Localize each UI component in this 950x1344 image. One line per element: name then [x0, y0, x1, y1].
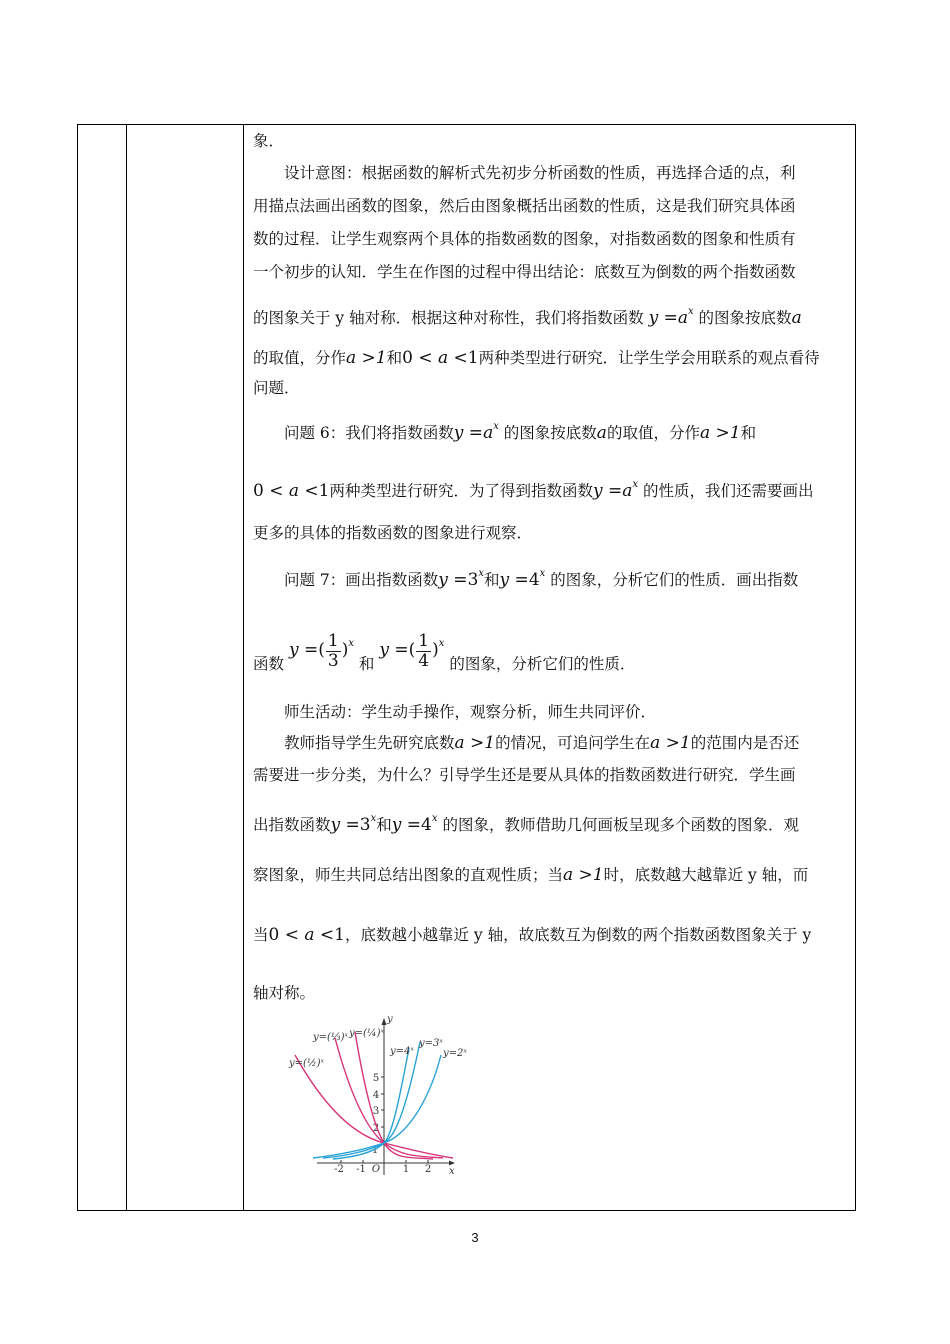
exponential-functions-graph	[283, 1010, 473, 1178]
x-axis-label: x	[449, 1166, 455, 1177]
text-segment: 问题 6：我们将指数函数	[284, 424, 454, 442]
text-segment: 和	[484, 571, 500, 589]
text-line	[253, 864, 808, 886]
text-line	[253, 301, 802, 329]
curve-third-pow-x	[335, 1038, 443, 1158]
text-segment: 和	[386, 349, 403, 367]
text-segment: 和	[740, 424, 757, 442]
math-exponent: x	[493, 421, 499, 432]
math-eq: =	[658, 308, 678, 328]
y-axis-arrow	[382, 1018, 387, 1025]
math-var: a	[438, 348, 449, 368]
math-exponent: x	[632, 479, 639, 490]
text-segment: 的图象关于 y 轴对称．根据这种对称性，我们将指数函数	[253, 309, 644, 327]
math-var: a	[677, 308, 688, 328]
y-tick-label: 2	[372, 1123, 380, 1134]
fraction-one-quarter: $\frac{1}{4}$	[418, 630, 430, 671]
text-segment: 的范围内是否还	[690, 734, 800, 752]
text-line: 一个初步的认知．学生在作图的过程中得出结论：底数互为倒数的两个指数函数	[253, 263, 796, 281]
text-segment: 的图象，教师借助几何画板呈现多个函数的图象．观	[442, 816, 799, 834]
math-var: y	[391, 815, 402, 835]
text-line	[253, 732, 799, 754]
y-tick-label: 4	[372, 1090, 380, 1101]
text-line	[253, 474, 814, 502]
text-segment: 的图象按底数	[503, 424, 597, 442]
math-var: a	[483, 423, 494, 443]
y-tick-label: 3	[372, 1106, 380, 1117]
math-exponent: x	[348, 638, 354, 649]
math-eq: =	[388, 640, 409, 660]
math-eq: =	[463, 423, 484, 443]
math-num: 4	[421, 815, 432, 835]
curve-3-pow-x	[323, 1042, 420, 1158]
math-var: a	[596, 423, 607, 443]
math-num: <1	[299, 481, 330, 501]
text-line	[253, 347, 820, 369]
text-line	[253, 924, 811, 946]
text-segment: 的情况，可追问学生在	[495, 734, 651, 752]
math-num: 0 <	[268, 925, 305, 945]
math-num: 4	[528, 570, 540, 590]
math-num: 3	[359, 815, 371, 835]
page-number: 3	[471, 1230, 479, 1245]
column-divider-1	[126, 125, 127, 1210]
curve-label-third: y=(⅓)ˣ	[313, 1032, 349, 1043]
question-6	[253, 416, 756, 444]
math-eq: =	[298, 640, 319, 660]
y-tick-label: 5	[372, 1073, 380, 1084]
x-tick-label: 2	[424, 1164, 432, 1175]
math-inequality: a >1	[346, 348, 387, 368]
teacher-student-activity: 师生活动：学生动手操作，观察分析，师生共同评价．	[284, 703, 657, 721]
math-var: y	[499, 570, 510, 590]
math-var: a	[791, 308, 802, 328]
text-segment: 和	[376, 816, 392, 834]
math-num: <1	[448, 348, 479, 368]
x-tick-label: -2	[334, 1164, 344, 1175]
text-line: 数的过程．让学生观察两个具体的指数函数的图象，对指数函数的图象和性质有	[253, 230, 796, 248]
math-var: a	[622, 481, 633, 501]
y-tick-label: 1	[371, 1145, 379, 1156]
column-divider-2	[243, 125, 244, 1210]
math-eq: =	[447, 570, 468, 590]
text-line: 更多的具体的指数函数的图象进行观察．	[253, 524, 533, 542]
text-segment: 时，底数越大越靠近 y 轴，而	[603, 866, 809, 884]
math-num: 3	[467, 570, 479, 590]
math-exponent: x	[431, 813, 438, 824]
text-segment: 的图象，分析它们的性质．画出指数	[550, 571, 799, 589]
text-segment: 出指数函数	[253, 816, 331, 834]
curve-label-half: y=(½)ˣ	[289, 1058, 325, 1069]
math-exponent: x	[478, 568, 485, 579]
math-exponent: x	[438, 638, 445, 649]
text-segment: ，底数越小越靠近 y 轴，故底数互为倒数的两个指数函数图象关于 y	[345, 926, 812, 944]
math-var: a	[304, 925, 315, 945]
text-segment: 和	[358, 655, 375, 673]
text-line: 象．	[253, 132, 285, 150]
curve-label-quarter: y=(¼)ˣ	[349, 1028, 385, 1039]
x-tick-label: 1	[402, 1164, 410, 1175]
math-var: y	[330, 815, 341, 835]
text-segment: 的性质，我们还需要画出	[642, 482, 814, 500]
text-segment: 察图象，师生共同总结出图象的直观性质；当	[253, 866, 564, 884]
math-var: y	[453, 423, 464, 443]
x-axis-arrow	[449, 1161, 455, 1166]
math-eq: =	[602, 481, 623, 501]
text-line	[253, 808, 799, 836]
text-segment: 当	[253, 926, 269, 944]
math-exponent: x	[539, 568, 546, 579]
text-segment: 两种类型进行研究．为了得到指数函数	[329, 482, 593, 500]
math-var: y	[593, 481, 603, 501]
text-line: 问题．	[253, 379, 300, 397]
text-line: 函数 y =( $\frac{1}{3}$ )$^x$ 和 y =( $\frac{1}{4}$ )$^x$ 的图象，分析它们的性质．	[253, 630, 636, 673]
math-inequality: a >1	[650, 733, 691, 753]
text-line: 轴对称。	[253, 984, 316, 1002]
math-inequality: a >1	[454, 733, 496, 753]
math-num: <1	[314, 925, 345, 945]
text-line: 需要进一步分类，为什么？引导学生还是要从具体的指数函数进行研究．学生画	[253, 766, 796, 784]
curve-label-three: y=3ˣ	[419, 1038, 443, 1049]
math-eq: =	[509, 570, 529, 590]
math-eq: =	[340, 815, 360, 835]
curve-label-two: y=2ˣ	[443, 1048, 467, 1059]
y-axis-label: y	[387, 1014, 393, 1025]
math-var: y	[379, 640, 389, 660]
text-segment: 的图象，分析它们的性质．	[449, 655, 636, 673]
math-var: y	[648, 308, 659, 328]
text-line: 用描点法画出函数的图象，然后由图象概括出函数的性质，这是我们研究具体函	[253, 197, 796, 215]
text-segment: 的图象按底数	[698, 309, 792, 327]
math-eq: =	[401, 815, 422, 835]
fraction-one-third: $\frac{1}{3}$	[327, 630, 339, 671]
origin-label: O	[371, 1164, 381, 1175]
curve-4-pow-x	[333, 1048, 409, 1159]
math-inequality: a >1	[699, 423, 741, 443]
math-var: y	[438, 570, 448, 590]
text-segment: 教师指导学生先研究底数	[284, 734, 455, 752]
text-segment: 的取值，分作	[253, 349, 347, 367]
math-num: 0 <	[253, 481, 289, 501]
math-var: a	[288, 481, 300, 501]
curve-label-four: y=4ˣ	[390, 1046, 414, 1057]
x-tick-label: -1	[356, 1164, 366, 1175]
design-intent-heading: 设计意图：根据函数的解析式先初步分析函数的性质，再选择合适的点，利	[284, 164, 796, 182]
text-segment: 的取值，分作	[606, 424, 700, 442]
text-segment: 函数	[253, 655, 285, 673]
math-exponent: x	[370, 813, 377, 824]
math-exponent: x	[687, 306, 694, 317]
text-segment: 问题 7：画出指数函数	[284, 571, 439, 589]
text-segment: 两种类型进行研究．让学生学会用联系的观点看待	[478, 349, 820, 367]
math-inequality: a >1	[563, 865, 604, 885]
math-var: y	[288, 640, 299, 660]
question-7	[253, 563, 798, 591]
math-num: 0 <	[402, 348, 439, 368]
